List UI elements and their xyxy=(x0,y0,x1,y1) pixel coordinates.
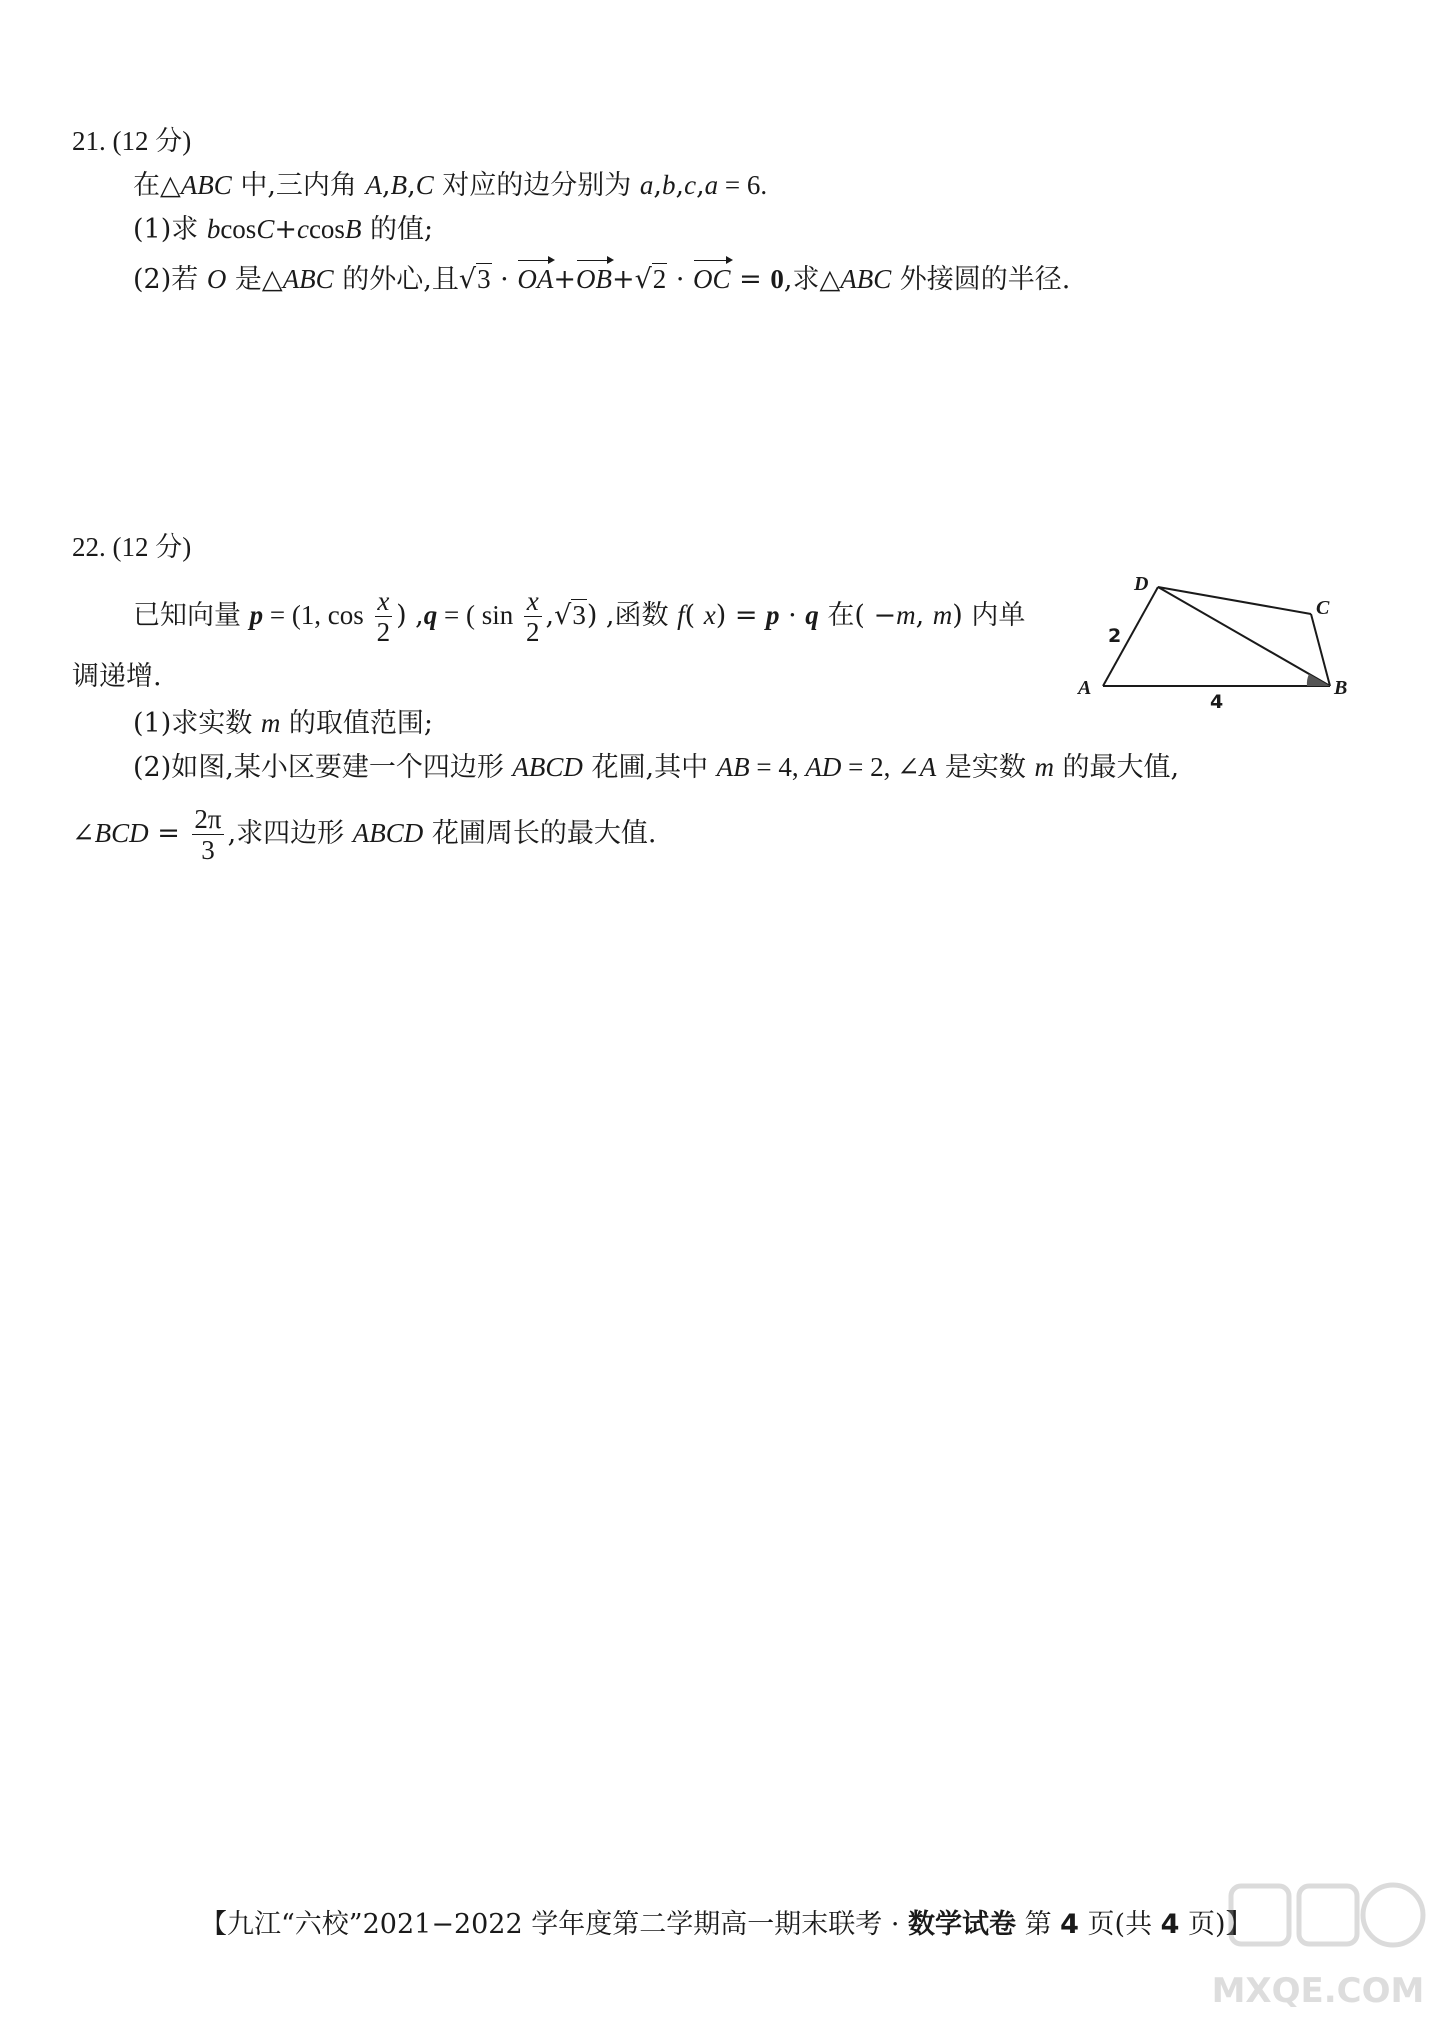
q21-part1: (1)求 bcosC+ccosB 的值; xyxy=(133,214,434,245)
q22-intro-continued: 调递增. xyxy=(72,661,162,692)
vertex-label-b: B xyxy=(1334,677,1348,699)
q22-intro: 已知向量 p = (1, cos $\frac{x}{2}$ ) ,q = ( sin $\frac{x}{2}$ ,√3) ,函数 f( x) = p · q 在( −m, m) 内单 xyxy=(133,586,1026,647)
sqrt-3: √3 xyxy=(554,600,586,631)
side-cb xyxy=(1311,614,1330,686)
q21-intro: 在△ABC 中,三内角 A,B,C 对应的边分别为 a,b,c,a = 6. xyxy=(133,170,768,201)
sqrt-3: √3 xyxy=(458,264,491,295)
vertex-label-a: A xyxy=(1078,677,1092,699)
vertex-label-c: C xyxy=(1316,597,1330,619)
page-footer: 【九江“六校”2021−2022 学年度第二学期高一期末联考 · 数学试卷 第 4 页(共 4 页)】 xyxy=(200,1909,1253,1940)
watermark-logo xyxy=(1203,1874,1433,2024)
vector-oc: OC xyxy=(693,264,731,294)
q21-heading: 21. (12 分) xyxy=(72,126,192,156)
vector-ob: OB xyxy=(575,264,612,294)
side-label-ad: 2 xyxy=(1108,625,1122,647)
q21-part2: (2)若 O 是△ABC 的外心,且√3 · OA+OB+√2 · OC = 0,求△ABC 外接圆的半径. xyxy=(133,264,1071,295)
q22-part2-continued: ∠BCD = $\frac{2\pi}{3}$ ,求四边形 ABCD 花圃周长的最大值. xyxy=(72,804,657,865)
sqrt-2: √2 xyxy=(634,264,667,295)
watermark-text: MXQE.COM xyxy=(1211,1971,1425,2011)
q22-part2: (2)如图,某小区要建一个四边形 ABCD 花圃,其中 AB = 4, AD = 2, ∠A 是实数 m 的最大值, xyxy=(133,752,1180,783)
fraction-2pi-over-3: $\frac{2\pi}{3}$ xyxy=(194,804,222,865)
fraction-x-over-2: $\frac{x}{2}$ xyxy=(526,586,540,647)
side-label-ab: 4 xyxy=(1210,691,1224,710)
fraction-x-over-2: $\frac{x}{2}$ xyxy=(376,586,391,647)
vertex-label-d: D xyxy=(1134,573,1149,595)
q22-part1: (1)求实数 m 的取值范围; xyxy=(133,708,434,739)
vector-oa: OA xyxy=(517,264,554,294)
q22-heading: 22. (12 分) xyxy=(72,532,192,562)
quadrilateral-figure xyxy=(1070,570,1360,710)
